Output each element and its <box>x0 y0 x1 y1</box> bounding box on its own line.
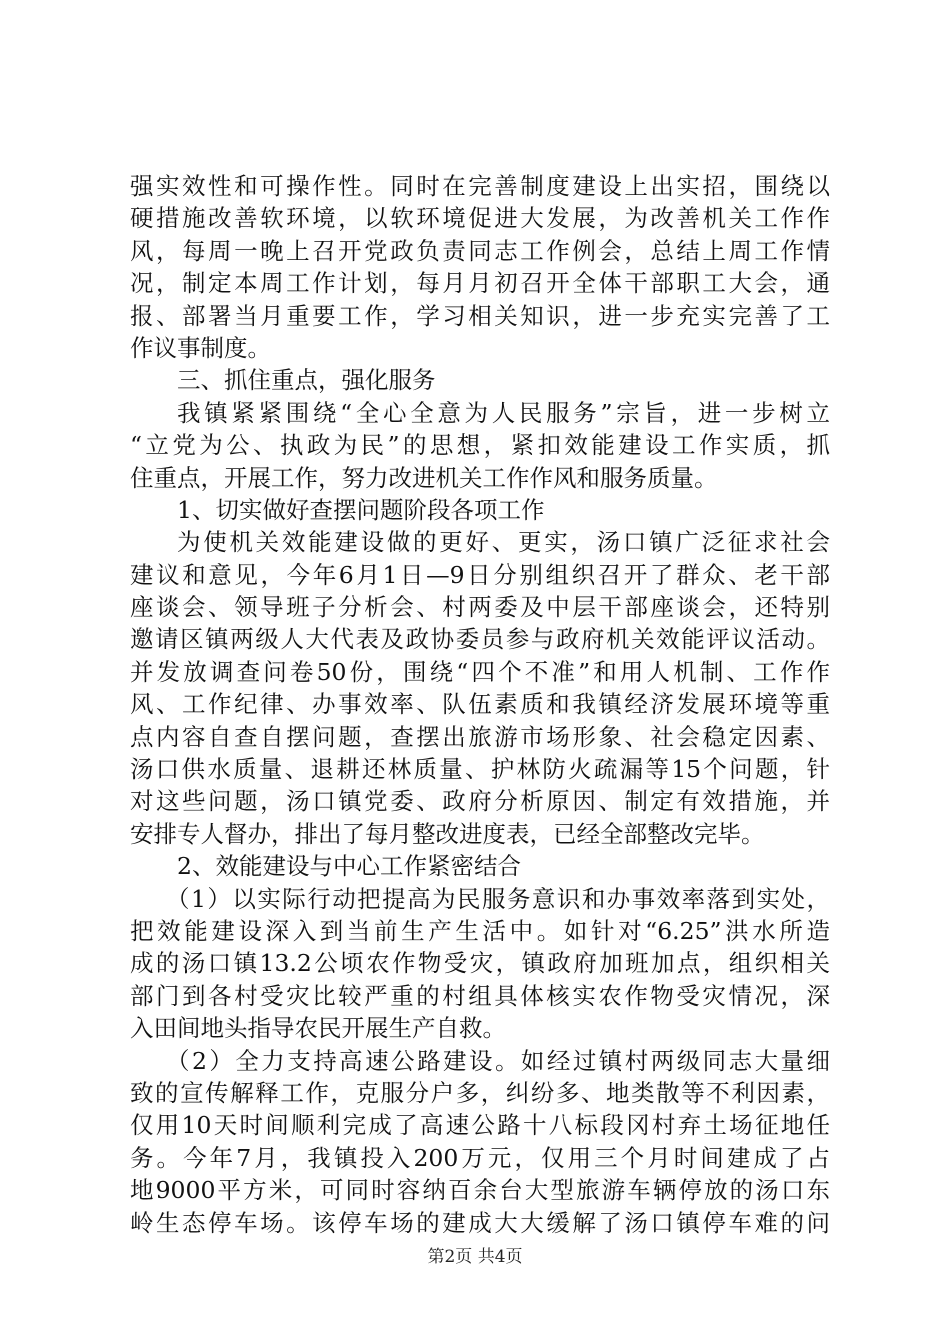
document-body <box>130 170 830 1239</box>
text-line: 岭生态停车场。该停车场的建成大大缓解了汤口镇停车难的问 <box>130 1208 830 1237</box>
text-line: 邀请区镇两级人大代表及政协委员参与政府机关效能评议活动。 <box>130 625 830 654</box>
text-line: 建议和意见，今年6月1日—9日分别组织召开了群众、老干部 <box>130 560 830 589</box>
text-line: 入田间地头指导农民开展生产自救。 <box>130 1014 506 1043</box>
text-line: 安排专人督办，排出了每月整改进度表，已经全部整改完毕。 <box>130 819 765 848</box>
text-line: 务。今年7月，我镇投入200万元，仅用三个月时间建成了占 <box>130 1143 830 1172</box>
text-line: 我镇紧紧围绕“全心全意为人民服务”宗旨，进一步树立 <box>177 398 830 427</box>
section-heading: 三、抓住重点，强化服务 <box>177 366 436 395</box>
text-line: 部门到各村受灾比较严重的村组具体核实农作物受灾情况，深 <box>130 981 830 1010</box>
subsection-heading: 1、切实做好查摆问题阶段各项工作 <box>177 495 545 524</box>
text-line: 硬措施改善软环境，以软环境促进大发展，为改善机关工作作 <box>130 204 830 233</box>
page-footer <box>0 1242 950 1267</box>
text-line: 点内容自查自摆问题，查摆出旅游市场形象、社会稳定因素、 <box>130 722 830 751</box>
text-line: 对这些问题，汤口镇党委、政府分析原因、制定有效措施，并 <box>130 787 830 816</box>
text-line: 况，制定本周工作计划，每月月初召开全体干部职工大会，通 <box>130 269 830 298</box>
text-line: 汤口供水质量、退耕还林质量、护林防火疏漏等15个问题，针 <box>130 755 830 784</box>
text-line: 把效能建设深入到当前生产生活中。如针对“6.25”洪水所造 <box>130 916 830 945</box>
text-line: 为使机关效能建设做的更好、更实，汤口镇广泛征求社会 <box>177 528 830 557</box>
page-number: 第2页 共4页 <box>427 1247 523 1267</box>
text-line: 致的宣传解释工作，克服分户多，纠纷多、地类散等不利因素， <box>130 1078 830 1107</box>
text-line: 成的汤口镇13.2公顷农作物受灾，镇政府加班加点，组织相关 <box>130 949 830 978</box>
text-line: 地9000平方米，可同时容纳百余台大型旅游车辆停放的汤口东 <box>130 1176 830 1205</box>
text-line: 仅用10天时间顺利完成了高速公路十八标段冈村弃土场征地任 <box>130 1111 830 1140</box>
text-line: （2）全力支持高速公路建设。如经过镇村两级同志大量细 <box>166 1046 830 1075</box>
subsection-heading: 2、效能建设与中心工作紧密结合 <box>177 852 521 881</box>
text-line: 风，每周一晚上召开党政负责同志工作例会，总结上周工作情 <box>130 236 830 265</box>
text-line: 作议事制度。 <box>130 333 271 362</box>
text-line: 强实效性和可操作性。同时在完善制度建设上出实招，围绕以 <box>130 172 830 200</box>
text-line: 并发放调查问卷50份，围绕“四个不准”和用人机制、工作作 <box>130 657 830 686</box>
text-line: （1）以实际行动把提高为民服务意识和办事效率落到实处， <box>166 884 830 913</box>
text-line: 报、部署当月重要工作，学习相关知识，进一步充实完善了工 <box>130 301 830 330</box>
text-line: 风、工作纪律、办事效率、队伍素质和我镇经济发展环境等重 <box>130 690 830 719</box>
text-line: “立党为公、执政为民”的思想，紧扣效能建设工作实质，抓 <box>130 431 830 460</box>
text-line: 座谈会、领导班子分析会、村两委及中层干部座谈会，还特别 <box>130 593 830 622</box>
text-line: 住重点，开展工作，努力改进机关工作作风和服务质量。 <box>130 463 718 492</box>
